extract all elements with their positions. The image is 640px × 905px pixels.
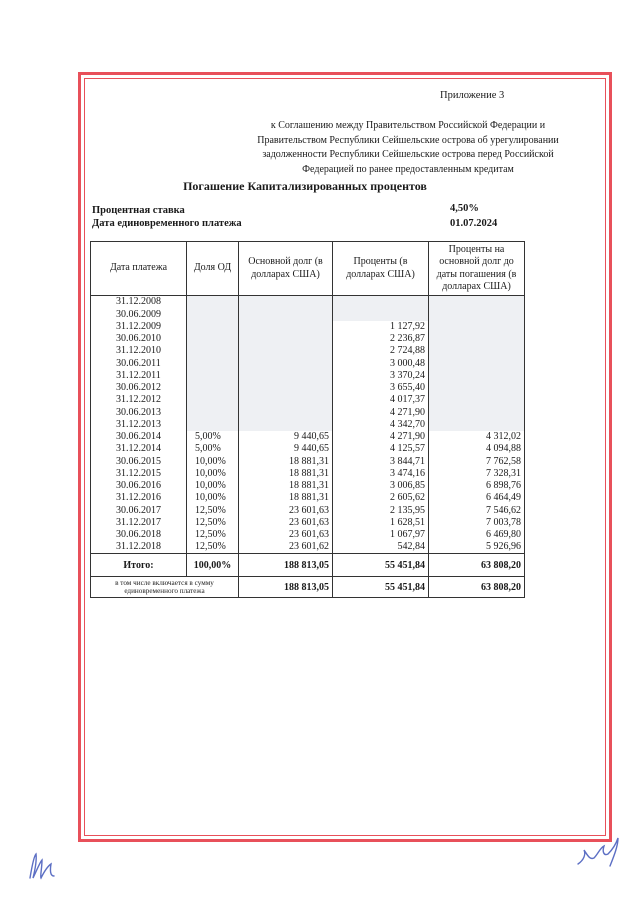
row-date: 31.12.2009 — [91, 321, 187, 333]
row-interest: 3 844,71 — [333, 455, 429, 467]
row-interest: 3 655,40 — [333, 382, 429, 394]
table-row — [91, 321, 525, 333]
total-interest-on-principal: 63 808,20 — [429, 554, 525, 577]
table-row — [91, 468, 525, 480]
rate-label: Процентная ставка — [92, 205, 185, 216]
agreement-line: задолженности Республики Сейшельские острова перед Российской — [262, 149, 554, 160]
table-row — [91, 517, 525, 529]
row-share: 12,50% — [187, 541, 239, 554]
row-interest-on-principal: 4 094,88 — [429, 443, 525, 455]
header-principal: Основной долг (в долларах США) — [239, 242, 333, 296]
row-date: 31.12.2018 — [91, 541, 187, 554]
row-interest-on-principal — [429, 321, 525, 333]
table-header-row — [91, 242, 525, 296]
row-principal: 9 440,65 — [239, 443, 333, 455]
row-principal: 23 601,63 — [239, 504, 333, 516]
row-share: 10,00% — [187, 480, 239, 492]
row-date: 30.06.2017 — [91, 504, 187, 516]
row-share — [187, 406, 239, 418]
table-row — [91, 382, 525, 394]
row-share: 5,00% — [187, 443, 239, 455]
header-interest: Проценты (в долларах США) — [333, 242, 429, 296]
row-share: 10,00% — [187, 492, 239, 504]
total-row — [91, 554, 525, 577]
row-share — [187, 357, 239, 369]
row-principal: 18 881,31 — [239, 492, 333, 504]
row-interest-on-principal: 5 926,96 — [429, 541, 525, 554]
row-share — [187, 333, 239, 345]
table-row — [91, 370, 525, 382]
row-date: 30.06.2014 — [91, 431, 187, 443]
row-share: 12,50% — [187, 517, 239, 529]
row-date: 31.12.2016 — [91, 492, 187, 504]
row-principal: 23 601,62 — [239, 541, 333, 554]
agreement-line: Правительством Республики Сейшельские острова об урегулировании — [257, 134, 559, 146]
header-share: Доля ОД — [187, 242, 239, 296]
row-date: 30.06.2011 — [91, 357, 187, 369]
row-principal — [239, 345, 333, 357]
row-date: 30.06.2010 — [91, 333, 187, 345]
row-interest: 4 017,37 — [333, 394, 429, 406]
header-interest-on-principal: Проценты на основной долг до даты погашения (в долларах США) — [429, 242, 525, 296]
table-row — [91, 308, 525, 320]
row-share — [187, 308, 239, 320]
row-date: 30.06.2013 — [91, 406, 187, 418]
row-interest: 3 474,16 — [333, 468, 429, 480]
table-row — [91, 419, 525, 431]
row-interest: 2 236,87 — [333, 333, 429, 345]
row-interest: 3 000,48 — [333, 357, 429, 369]
row-interest-on-principal — [429, 382, 525, 394]
row-interest: 3 370,24 — [333, 370, 429, 382]
row-interest: 4 342,70 — [333, 419, 429, 431]
table-row — [91, 431, 525, 443]
row-interest: 4 271,90 — [333, 431, 429, 443]
row-principal — [239, 296, 333, 309]
total-label: Итого: — [91, 554, 187, 577]
row-date: 31.12.2012 — [91, 394, 187, 406]
row-principal: 23 601,63 — [239, 517, 333, 529]
row-date: 31.12.2011 — [91, 370, 187, 382]
row-principal: 18 881,31 — [239, 480, 333, 492]
row-interest-on-principal: 7 328,31 — [429, 468, 525, 480]
row-interest-on-principal: 7 546,62 — [429, 504, 525, 516]
row-date: 30.06.2015 — [91, 455, 187, 467]
row-principal — [239, 419, 333, 431]
row-interest — [333, 308, 429, 320]
table-body — [91, 296, 525, 554]
payment-date-label: Дата единовременного платежа — [92, 218, 242, 229]
row-interest: 2 605,62 — [333, 492, 429, 504]
row-interest-on-principal — [429, 406, 525, 418]
row-share — [187, 345, 239, 357]
row-interest-on-principal: 6 898,76 — [429, 480, 525, 492]
included-row — [91, 577, 525, 598]
row-date: 31.12.2010 — [91, 345, 187, 357]
row-principal: 9 440,65 — [239, 431, 333, 443]
total-principal: 188 813,05 — [239, 554, 333, 577]
row-share — [187, 321, 239, 333]
table-row — [91, 529, 525, 541]
row-share — [187, 382, 239, 394]
row-date: 31.12.2014 — [91, 443, 187, 455]
row-share: 5,00% — [187, 431, 239, 443]
row-principal: 18 881,31 — [239, 468, 333, 480]
row-interest-on-principal — [429, 333, 525, 345]
row-principal — [239, 382, 333, 394]
row-interest-on-principal — [429, 296, 525, 309]
row-principal — [239, 357, 333, 369]
row-interest: 3 006,85 — [333, 480, 429, 492]
row-date: 31.12.2017 — [91, 517, 187, 529]
row-date: 30.06.2012 — [91, 382, 187, 394]
agreement-line: к Соглашению между Правительством Российской Федерации и — [270, 120, 546, 131]
row-interest-on-principal — [429, 419, 525, 431]
row-interest-on-principal: 7 003,78 — [429, 517, 525, 529]
agreement-reference — [243, 119, 573, 177]
agreement-line: Федерацией по ранее предоставленным кредитам — [302, 163, 514, 175]
total-interest: 55 451,84 — [333, 554, 429, 577]
row-principal: 18 881,31 — [239, 455, 333, 467]
row-interest: 1 127,92 — [333, 321, 429, 333]
row-share — [187, 394, 239, 406]
row-principal — [239, 333, 333, 345]
row-share: 10,00% — [187, 455, 239, 467]
row-interest: 2 724,88 — [333, 345, 429, 357]
row-principal — [239, 394, 333, 406]
row-share — [187, 419, 239, 431]
row-principal — [239, 321, 333, 333]
row-date: 31.12.2013 — [91, 419, 187, 431]
document-title: Погашение Капитализированных процентов — [183, 179, 427, 193]
row-date: 30.06.2016 — [91, 480, 187, 492]
table-row — [91, 357, 525, 369]
row-interest-on-principal — [429, 345, 525, 357]
rate-value: 4,50% — [450, 203, 479, 214]
row-interest: 542,84 — [333, 541, 429, 554]
total-share: 100,00% — [187, 554, 239, 577]
included-interest-on-principal: 63 808,20 — [429, 577, 525, 598]
table-row — [91, 541, 525, 554]
payment-date-value: 01.07.2024 — [450, 218, 498, 229]
row-principal — [239, 308, 333, 320]
row-share — [187, 296, 239, 309]
table-row — [91, 455, 525, 467]
row-interest: 2 135,95 — [333, 504, 429, 516]
included-interest: 55 451,84 — [333, 577, 429, 598]
row-interest-on-principal — [429, 394, 525, 406]
table-row — [91, 333, 525, 345]
row-date: 30.06.2018 — [91, 529, 187, 541]
included-principal: 188 813,05 — [239, 577, 333, 598]
repayment-table — [90, 241, 525, 598]
table-row — [91, 394, 525, 406]
annex-label: Приложение 3 — [440, 90, 505, 101]
row-share: 12,50% — [187, 529, 239, 541]
row-principal: 23 601,63 — [239, 529, 333, 541]
row-interest-on-principal: 6 469,80 — [429, 529, 525, 541]
row-date: 30.06.2009 — [91, 308, 187, 320]
row-interest-on-principal: 6 464,49 — [429, 492, 525, 504]
row-date: 31.12.2008 — [91, 296, 187, 309]
row-share: 10,00% — [187, 468, 239, 480]
row-principal — [239, 406, 333, 418]
table-row — [91, 406, 525, 418]
row-share — [187, 370, 239, 382]
table-row — [91, 443, 525, 455]
row-interest-on-principal — [429, 370, 525, 382]
row-interest-on-principal: 7 762,58 — [429, 455, 525, 467]
row-interest: 4 271,90 — [333, 406, 429, 418]
included-label: в том числе включается в сумму единовременного платежа — [91, 577, 239, 598]
row-interest: 4 125,57 — [333, 443, 429, 455]
signature-left-icon — [24, 848, 66, 884]
row-interest-on-principal: 4 312,02 — [429, 431, 525, 443]
signature-right-icon — [574, 832, 630, 872]
row-date: 31.12.2015 — [91, 468, 187, 480]
row-interest — [333, 296, 429, 309]
row-interest-on-principal — [429, 308, 525, 320]
header-date: Дата платежа — [91, 242, 187, 296]
row-interest: 1 628,51 — [333, 517, 429, 529]
row-share: 12,50% — [187, 504, 239, 516]
row-interest-on-principal — [429, 357, 525, 369]
row-principal — [239, 370, 333, 382]
table-row — [91, 480, 525, 492]
table-row — [91, 504, 525, 516]
row-interest: 1 067,97 — [333, 529, 429, 541]
table-row — [91, 492, 525, 504]
table-row — [91, 296, 525, 309]
table-row — [91, 345, 525, 357]
